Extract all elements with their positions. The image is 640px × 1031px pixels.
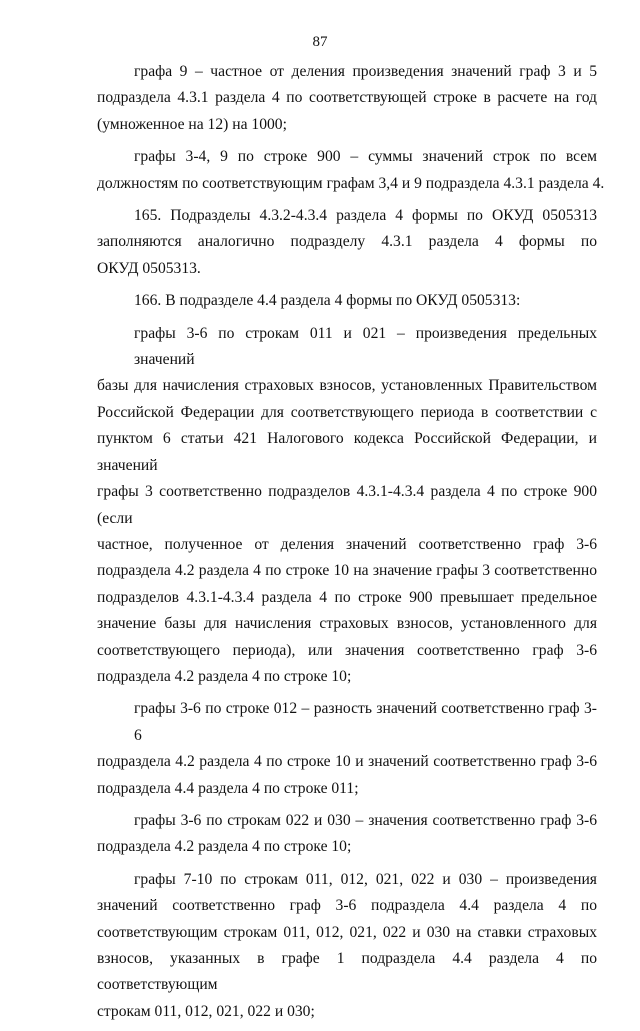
text-line: графы 3-6 по строке 012 – разность значений соответственно граф 3-6: [134, 700, 597, 744]
text-line: соответствующего периода), или значения соответственно граф 3-6: [97, 641, 597, 659]
text-line: значений соответственно граф 3-6 подраздела 4.4 раздела 4 по: [97, 897, 597, 915]
paragraph: [97, 696, 597, 802]
text-line: подраздела 4.2 раздела 4 по строке 10 на значение графы 3 соответственно: [97, 562, 597, 580]
paragraph: [97, 144, 605, 197]
text-line: подраздела 4.4 раздела 4 по строке 011;: [97, 779, 359, 797]
text-line: 165. Подразделы 4.3.2-4.3.4 раздела 4 формы по ОКУД 0505313: [134, 207, 597, 225]
text-line: графа 9 – частное от деления произведения значений граф 3 и 5: [134, 63, 597, 80]
text-line: должностям по соответствующим графам 3,4 и 9 подраздела 4.3.1 раздела 4.: [97, 174, 605, 192]
text-line: соответствующим строкам 011, 012, 021, 022 и 030 на ставки страховых: [97, 923, 597, 941]
text-line: подразделов 4.3.1-4.3.4 раздела 4 по строке 900 превышает предельное: [97, 588, 597, 606]
text-line: Российской Федерации для соответствующего периода в соответствии с: [97, 403, 597, 421]
text-line: графы 7-10 по строкам 011, 012, 021, 022 и 030 – произведения: [134, 870, 597, 888]
text-line: подраздела 4.2 раздела 4 по строке 10;: [97, 667, 352, 685]
text-line: пунктом 6 статьи 421 Налогового кодекса Российской Федерации, и значений: [97, 430, 597, 474]
document-body: [97, 59, 605, 1031]
text-line: графы 3-6 по строкам 022 и 030 – значения соответственно граф 3-6: [134, 811, 597, 829]
paragraph: [97, 867, 597, 1025]
text-line: ОКУД 0505313.: [97, 259, 201, 277]
paragraph: [97, 288, 597, 314]
text-line: графы 3-4, 9 по строке 900 – суммы значений строк по всем: [134, 148, 597, 166]
text-line: графы 3-6 по строкам 011 и 021 – произведения предельных значений: [134, 324, 597, 369]
text-line: строкам 011, 012, 021, 022 и 030;: [97, 1002, 315, 1020]
paragraph: [97, 321, 597, 691]
text-line: значение базы для начисления страховых взносов, установленного для: [97, 615, 597, 633]
text-line: 166. В подразделе 4.4 раздела 4 формы по ОКУД 0505313:: [134, 292, 521, 310]
text-line: взносов, указанных в графе 1 подраздела 4.4 раздела 4 по соответствующим: [97, 950, 597, 994]
text-line: базы для начисления страховых взносов, установленных Правительством: [97, 377, 597, 395]
text-line: графы 3 соответственно подразделов 4.3.1-4.3.4 раздела 4 по строке 900 (если: [97, 483, 597, 527]
text-line: (умноженное на 12) на 1000;: [97, 115, 287, 133]
text-line: заполняются аналогично подразделу 4.3.1 раздела 4 формы по: [97, 233, 597, 251]
paragraph: [97, 59, 597, 138]
paragraph: [97, 203, 597, 282]
text-line: подраздела 4.2 раздела 4 по строке 10;: [97, 838, 352, 856]
paragraph: [97, 808, 597, 861]
text-line: подраздела 4.3.1 раздела 4 по соответствующей строке в расчете на год: [97, 89, 597, 107]
text-line: подраздела 4.2 раздела 4 по строке 10 и значений соответственно граф 3-6: [97, 753, 597, 771]
page-number: 87: [312, 34, 328, 50]
text-line: частное, полученное от деления значений соответственно граф 3-6: [97, 535, 597, 553]
